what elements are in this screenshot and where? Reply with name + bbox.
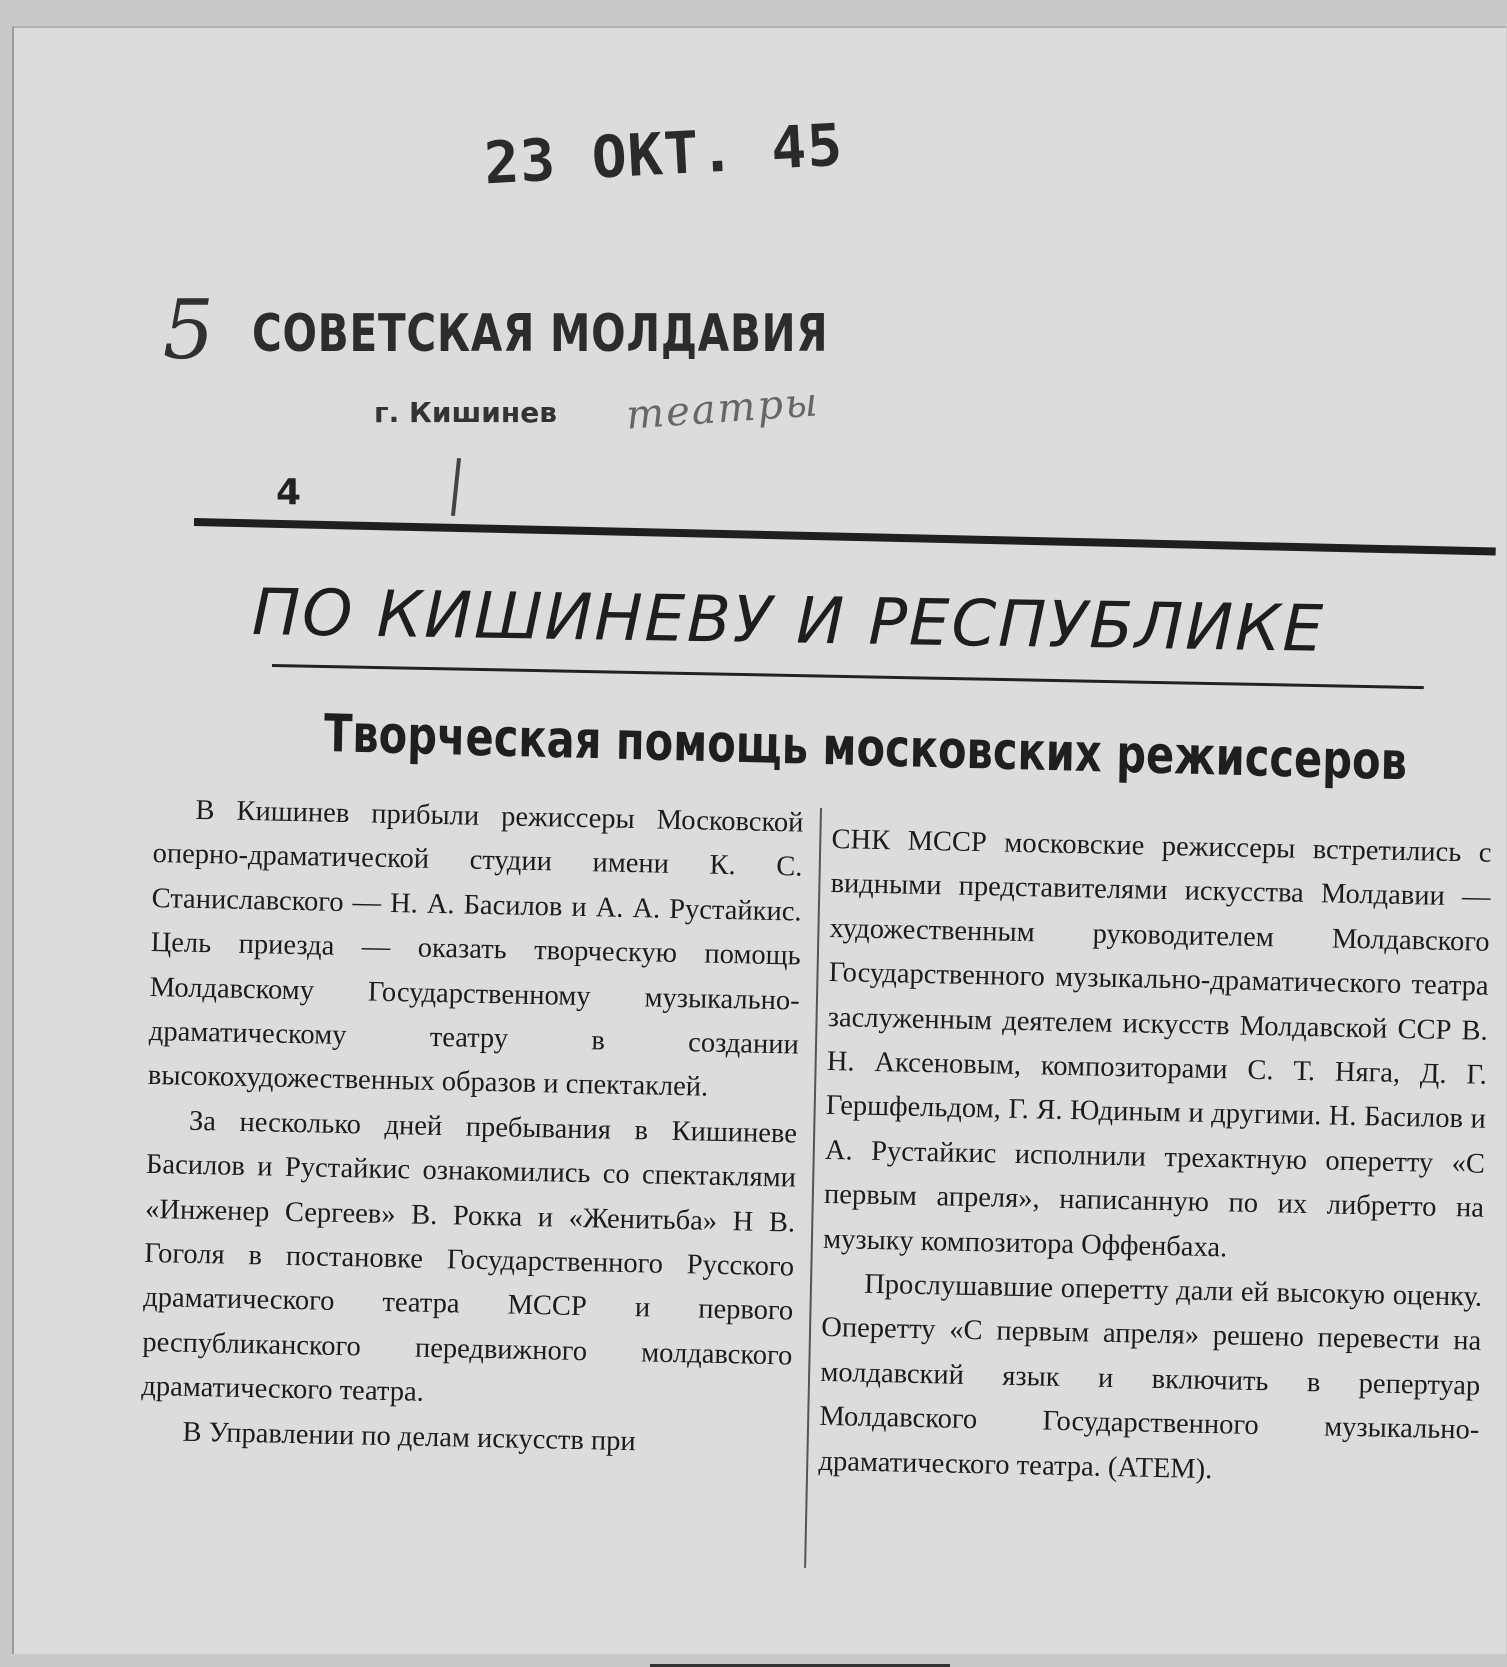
right-column [818,818,1492,1498]
section-title: ПО КИШИНЕВУ И РЕСПУБЛИКЕ [251,576,1326,667]
newspaper-clipping [12,26,1506,1654]
newspaper-name: СОВЕТСКАЯ МОЛДАВИЯ [252,304,829,364]
paragraph: В Кишинев прибыли режиссеры Московской оперно-драматической студии имени К. С. Станиславского — Н. А. Басилов и А. А. Рустайкис. Цель приезда — оказать творческую помощь Молдавскому Государственному музыкально-драматическому театру в создании высокохудожественных образов и спектаклей. [147,794,804,1104]
date-stamp: 23 ОКТ. 45 [482,110,845,198]
paragraph: Прослушавшие оперетту дали ей высокую оценку. Оперетту «С первым апреля» решено перевести на молдавский язык и включить в репертуар Молдавского Государственного музыкально-драматического театра. (АТЕМ). [818,1268,1483,1485]
page-number: 4 [276,472,302,513]
city-label: г. Кишинев [374,396,557,429]
left-column [140,788,804,1468]
article-headline: Творческая помощь московских режиссеров [323,704,1408,793]
paragraph-continuation: СНК МССР московские режиссеры встретились с видными представителями искусства Молдавии — художественным руководителем Молдавского Государственного музыкально-драматического театра заслуженным деятелем искусств Молдавской ССР В. Н. Аксеновым, композиторами С. Т. Няга, Д. Г. Гершфельдом, Г. Я. Юдиным и другими. Н. Басилов и А. Рустайкис исполнили трехактную оперетту «С первым апреля», написанную по их либретто на музыку композитора Оффенбаха. [822,823,1492,1264]
top-rule [194,518,1496,556]
pen-mark [451,458,461,516]
paragraph: За несколько дней пребывания в Кишиневе Басилов и Рустайкис ознакомились со спектаклями «Инженер Сергеев» В. Рокка и «Женитьба» Н В. Гоголя в постановке Государственного Русского драматического театра МССР и первого республиканского передвижного молдавского драматического театра. [141,1105,798,1409]
section-rule [272,664,1424,689]
handwritten-note: театры [624,379,821,439]
handwritten-number: 5 [153,283,223,378]
paragraph: В Управлении по делам искусств при [182,1416,637,1457]
